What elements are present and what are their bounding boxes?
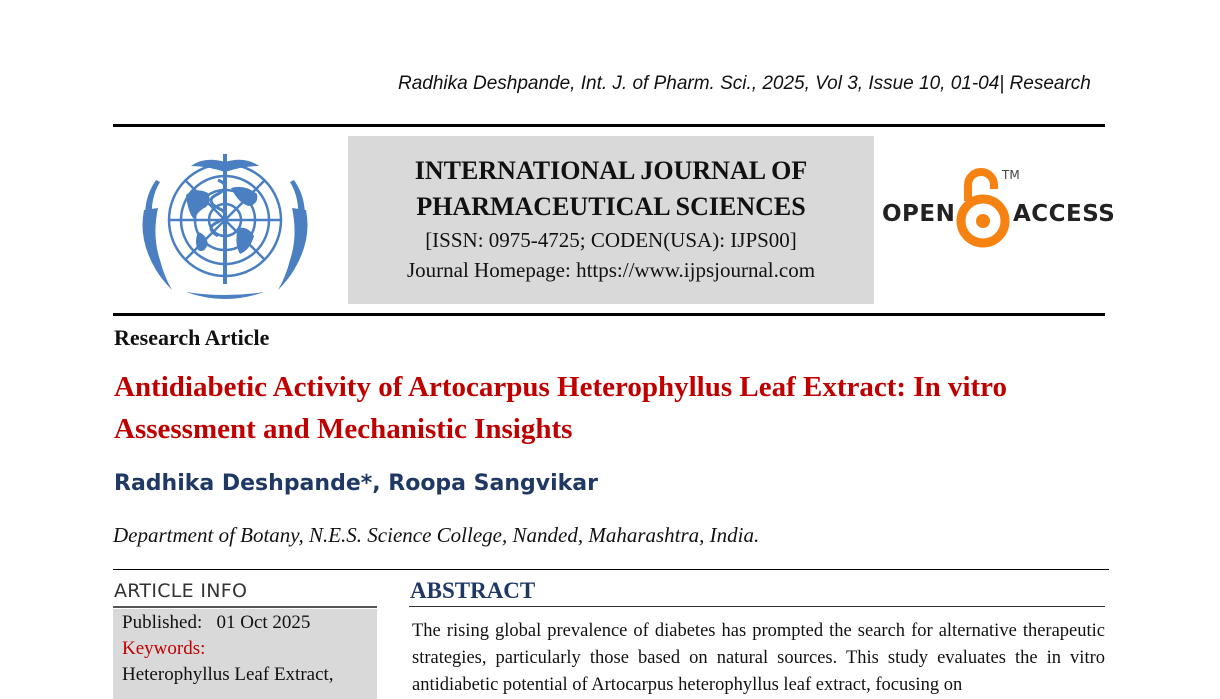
keywords-label: Keywords: bbox=[122, 638, 206, 659]
journal-issn: [ISSN: 0975-4725; CODEN(USA): IJPS00] bbox=[425, 228, 797, 252]
article-title-line-1: Antidiabetic Activity of Artocarpus Heterophyllus Leaf Extract: In vitro bbox=[114, 371, 1008, 403]
journal-masthead bbox=[348, 136, 874, 304]
open-access-open-text: OPEN bbox=[882, 201, 956, 227]
article-info-heading: ARTICLE INFO bbox=[114, 580, 248, 602]
abstract-text: The rising global prevalence of diabetes has prompted the search for alternative therapeutic strategies, particularly those based on natural sources. This study evaluates the in vitro antidiabetic potential of Artocarpus heterophyllus leaf extract, focusing on bbox=[412, 621, 1105, 695]
author-affiliation: Department of Botany, N.E.S. Science College, Nanded, Maharashtra, India. bbox=[113, 523, 760, 547]
top-rule bbox=[113, 124, 1105, 127]
abstract-rule bbox=[409, 606, 1105, 607]
citation-header: Radhika Deshpande, Int. J. of Pharm. Sci., 2025, Vol 3, Issue 10, 01-04| Research bbox=[398, 73, 1091, 94]
article-authors: Radhika Deshpande*, Roopa Sangvikar bbox=[114, 471, 598, 496]
article-info-rule bbox=[113, 606, 377, 608]
article-title bbox=[114, 366, 1114, 450]
masthead-bottom-rule bbox=[113, 313, 1105, 316]
journal-title-line-1: INTERNATIONAL JOURNAL OF bbox=[414, 156, 808, 185]
journal-title bbox=[348, 153, 874, 225]
article-title-line-2: Assessment and Mechanistic Insights bbox=[114, 413, 573, 445]
journal-title-line-2: PHARMACEUTICAL SCIENCES bbox=[416, 192, 806, 221]
article-info-box bbox=[113, 609, 377, 699]
journal-emblem-logo bbox=[126, 140, 324, 306]
abstract-heading: ABSTRACT bbox=[410, 578, 536, 603]
journal-homepage: Journal Homepage: https://www.ijpsjournal.com bbox=[406, 258, 816, 282]
article-type: Research Article bbox=[114, 325, 270, 350]
open-access-logo bbox=[880, 165, 1116, 253]
published-date: Published: 01 Oct 2025 bbox=[122, 612, 311, 633]
keywords-value: Heterophyllus Leaf Extract, bbox=[122, 664, 334, 685]
open-access-trademark: TM bbox=[1002, 168, 1020, 182]
section-divider bbox=[113, 569, 1109, 570]
open-access-access-text: ACCESS bbox=[1013, 201, 1116, 227]
